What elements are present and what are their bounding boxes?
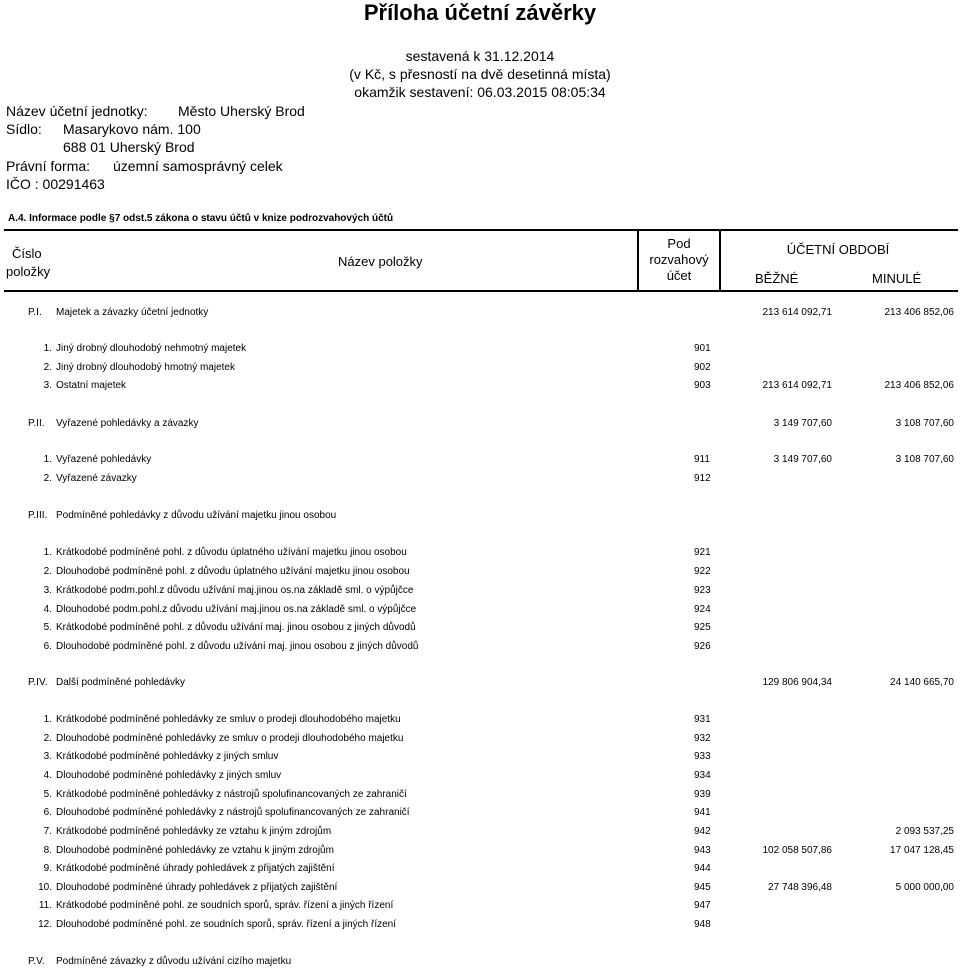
org-seat-street: Masarykovo nám. 100 bbox=[63, 121, 201, 137]
row-number: 3. bbox=[43, 751, 52, 762]
item-name: Krátkodobé podmíněné pohl. z důvodu úplatného užívání majetku jinou osobou bbox=[56, 547, 407, 558]
row-number: 9. bbox=[43, 863, 52, 874]
account-number: 948 bbox=[694, 919, 711, 930]
item-name: Dlouhodobé podmíněné pohl. z důvodu úplatného užívání majetku jinou osobou bbox=[56, 566, 410, 577]
section-heading: A.4. Informace podle §7 odst.5 zákona o stavu účtů v knize podrozvahových účtů bbox=[8, 213, 394, 224]
header-number-line2: položky bbox=[6, 264, 51, 279]
account-number: 943 bbox=[694, 845, 711, 856]
account-number: 939 bbox=[694, 789, 711, 800]
account-number: 911 bbox=[694, 454, 710, 465]
account-number: 945 bbox=[694, 882, 711, 893]
current-period-value: 213 614 092,71 bbox=[762, 307, 832, 318]
account-number: 941 bbox=[694, 807, 711, 818]
account-number: 922 bbox=[694, 566, 711, 577]
header-name: Název položky bbox=[338, 254, 423, 269]
currency-note: (v Kč, s přesností na dvě desetinná místa) bbox=[349, 66, 611, 82]
account-number: 912 bbox=[694, 473, 711, 484]
header-divider-right bbox=[719, 229, 721, 292]
previous-period-value: 213 406 852,06 bbox=[884, 307, 954, 318]
item-name: Krátkodobé podmíněné pohl. ze soudních sporů, správ. řízení a jiných řízení bbox=[56, 900, 394, 911]
row-number: 1. bbox=[43, 714, 52, 725]
item-name: Krátkodobé podmíněné pohl. z důvodu užívání maj. jinou osobou z jiných důvodů bbox=[56, 622, 416, 633]
account-number: 901 bbox=[694, 343, 711, 354]
item-name: Jiný drobný dlouhodobý hmotný majetek bbox=[56, 362, 235, 373]
header-account-line1: Pod bbox=[667, 236, 691, 251]
row-number: 1. bbox=[43, 343, 52, 354]
header-previous: MINULÉ bbox=[872, 271, 922, 286]
item-name: Dlouhodobé podm.pohl.z důvodu užívání maj.jinou os.na základě sml. o výpůjčce bbox=[56, 604, 417, 615]
section-name: Další podmíněné pohledávky bbox=[56, 677, 185, 688]
account-number: 931 bbox=[694, 714, 711, 725]
current-period-value: 3 149 707,60 bbox=[773, 454, 832, 465]
item-name: Krátkodobé podmíněné pohledávky z jiných smluv bbox=[56, 751, 279, 762]
item-name: Ostatní majetek bbox=[56, 380, 127, 391]
current-period-value: 129 806 904,34 bbox=[762, 677, 832, 688]
header-number-line1: Číslo bbox=[12, 246, 42, 261]
item-name: Krátkodobé podmíněné pohledávky ze smluv o prodeji dlouhodobého majetku bbox=[56, 714, 401, 725]
table-header-top-rule bbox=[4, 229, 958, 231]
row-number: 2. bbox=[43, 566, 52, 577]
item-name: Dlouhodobé podmíněné úhrady pohledávek z přijatých zajištění bbox=[56, 882, 338, 893]
org-form-value: územní samosprávný celek bbox=[113, 158, 283, 174]
account-number: 925 bbox=[694, 622, 711, 633]
header-divider-left bbox=[637, 229, 639, 292]
item-name: Vyřazené pohledávky bbox=[56, 454, 152, 465]
item-name: Vyřazené závazky bbox=[56, 473, 137, 484]
row-number: 4. bbox=[43, 770, 52, 781]
org-seat-label: Sídlo: bbox=[6, 121, 42, 137]
item-name: Dlouhodobé podmíněné pohledávky ze vztahu k jiným zdrojům bbox=[56, 845, 334, 856]
item-name: Dlouhodobé podmíněné pohledávky z jiných smluv bbox=[56, 770, 282, 781]
item-name: Krátkodobé podmíněné pohledávky ze vztahu k jiným zdrojům bbox=[56, 826, 332, 837]
account-number: 932 bbox=[694, 733, 711, 744]
item-name: Dlouhodobé podmíněné pohledávky z nástrojů spolufinancovaných ze zahraničí bbox=[56, 807, 410, 818]
section-name: Podmíněné závazky z důvodu užívání cizího majetku bbox=[56, 956, 292, 967]
row-number: 2. bbox=[43, 362, 52, 373]
row-number: P.V. bbox=[28, 956, 45, 967]
row-number: 4. bbox=[43, 604, 52, 615]
org-ico: IČO : 00291463 bbox=[6, 176, 105, 192]
row-number: 3. bbox=[43, 380, 52, 391]
page-title: Příloha účetní závěrky bbox=[363, 0, 597, 25]
header-current: BĚŽNÉ bbox=[755, 271, 799, 286]
org-name-value: Město Uherský Brod bbox=[178, 103, 305, 119]
account-number: 944 bbox=[694, 863, 711, 874]
current-period-value: 27 748 396,48 bbox=[768, 882, 832, 893]
row-number: 2. bbox=[43, 473, 52, 484]
item-name: Dlouhodobé podmíněné pohl. ze soudních sporů, správ. řízení a jiných řízení bbox=[56, 919, 397, 930]
account-number: 934 bbox=[694, 770, 711, 781]
account-number: 903 bbox=[694, 380, 711, 391]
compile-timestamp: okamžik sestavení: 06.03.2015 08:05:34 bbox=[354, 84, 606, 100]
account-number: 926 bbox=[694, 641, 711, 652]
item-name: Dlouhodobé podmíněné pohl. z důvodu užívání maj. jinou osobou z jiných důvodů bbox=[56, 641, 419, 652]
header-period: ÚČETNÍ OBDOBÍ bbox=[786, 242, 890, 257]
account-number: 947 bbox=[694, 900, 711, 911]
row-number: 5. bbox=[43, 622, 52, 633]
row-number: P.II. bbox=[28, 418, 45, 429]
row-number: 5. bbox=[43, 789, 52, 800]
previous-period-value: 5 000 000,00 bbox=[895, 882, 954, 893]
previous-period-value: 17 047 128,45 bbox=[890, 845, 954, 856]
section-name: Podmíněné pohledávky z důvodu užívání majetku jinou osobou bbox=[56, 510, 337, 521]
item-name: Krátkodobé podmíněné úhrady pohledávek z přijatých zajištění bbox=[56, 863, 335, 874]
account-number: 921 bbox=[694, 547, 711, 558]
current-period-value: 3 149 707,60 bbox=[773, 418, 832, 429]
row-number: P.I. bbox=[28, 307, 42, 318]
section-name: Majetek a závazky účetní jednotky bbox=[56, 307, 209, 318]
previous-period-value: 24 140 665,70 bbox=[890, 677, 954, 688]
item-name: Jiný drobný dlouhodobý nehmotný majetek bbox=[56, 343, 247, 354]
row-number: 1. bbox=[43, 454, 52, 465]
header-account-line2: rozvahový bbox=[649, 252, 709, 267]
row-number: 8. bbox=[43, 845, 52, 856]
row-number: 12. bbox=[38, 919, 52, 930]
row-number: 3. bbox=[43, 585, 52, 596]
account-number: 902 bbox=[694, 362, 711, 373]
row-number: 2. bbox=[43, 733, 52, 744]
item-name: Dlouhodobé podmíněné pohledávky ze smluv o prodeji dlouhodobého majetku bbox=[56, 733, 404, 744]
org-seat-city: 688 01 Uherský Brod bbox=[63, 139, 195, 155]
row-number: 10. bbox=[38, 882, 52, 893]
table-header-bottom-rule bbox=[4, 290, 958, 292]
org-name-label: Název účetní jednotky: bbox=[6, 103, 148, 119]
section-name: Vyřazené pohledávky a závazky bbox=[56, 418, 199, 429]
row-number: P.IV. bbox=[28, 677, 48, 688]
compiled-date: sestavená k 31.12.2014 bbox=[405, 48, 555, 64]
account-number: 942 bbox=[694, 826, 711, 837]
org-form-label: Právní forma: bbox=[6, 158, 91, 174]
header-account-line3: účet bbox=[666, 268, 692, 283]
current-period-value: 102 058 507,86 bbox=[762, 845, 832, 856]
row-number: P.III. bbox=[28, 510, 48, 521]
current-period-value: 213 614 092,71 bbox=[762, 380, 832, 391]
row-number: 1. bbox=[43, 547, 52, 558]
account-number: 924 bbox=[694, 604, 711, 615]
row-number: 11. bbox=[38, 900, 52, 911]
account-number: 933 bbox=[694, 751, 711, 762]
row-number: 7. bbox=[43, 826, 52, 837]
account-number: 923 bbox=[694, 585, 711, 596]
item-name: Krátkodobé podm.pohl.z důvodu užívání maj.jinou os.na základě sml. o výpůjčce bbox=[56, 585, 414, 596]
previous-period-value: 3 108 707,60 bbox=[895, 454, 954, 465]
previous-period-value: 2 093 537,25 bbox=[895, 826, 954, 837]
row-number: 6. bbox=[43, 807, 52, 818]
previous-period-value: 3 108 707,60 bbox=[895, 418, 954, 429]
row-number: 6. bbox=[43, 641, 52, 652]
item-name: Krátkodobé podmíněné pohledávky z nástrojů spolufinancovaných ze zahraničí bbox=[56, 789, 407, 800]
previous-period-value: 213 406 852,06 bbox=[884, 380, 954, 391]
